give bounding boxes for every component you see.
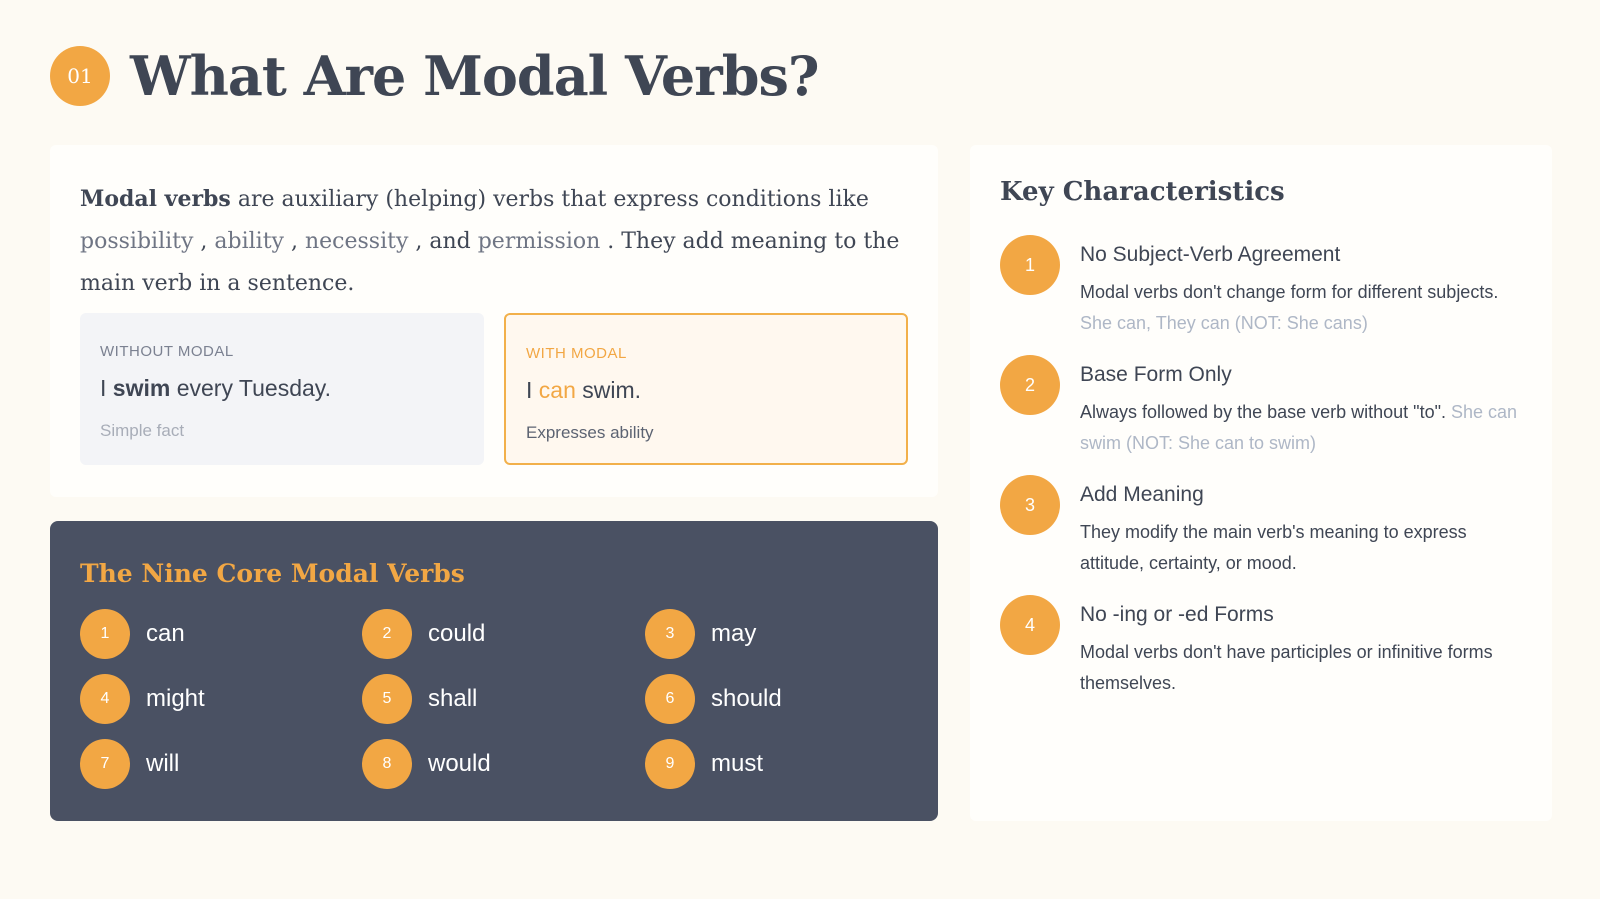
core-modal-verbs-card (50, 521, 938, 821)
verb-item (80, 739, 179, 789)
intro-sep: , and (408, 229, 478, 254)
intro-card (50, 145, 938, 497)
characteristic-heading: No Subject-Verb Agreement (1080, 243, 1341, 266)
condition-ability: ability (214, 229, 284, 254)
verb-item (80, 674, 205, 724)
example-sentence (526, 377, 641, 404)
key-characteristics-card (970, 145, 1552, 821)
intro-sep: , (193, 229, 215, 254)
characteristic-number: 2 (1000, 355, 1060, 415)
page-title: What Are Modal Verbs? (130, 44, 819, 108)
verb-number: 4 (80, 674, 130, 724)
verb-item (362, 739, 491, 789)
verb-item (362, 609, 485, 659)
verb-word: will (146, 750, 180, 777)
condition-possibility: possibility (80, 229, 194, 254)
verb-number: 6 (645, 674, 695, 724)
characteristic-text: They modify the main verb's meaning to express attitude, certainty, or mood. (1080, 522, 1467, 573)
characteristic-text: Modal verbs don't have participles or infinitive forms themselves. (1080, 642, 1493, 693)
verb-number: 8 (362, 739, 412, 789)
characteristic-number: 4 (1000, 595, 1060, 655)
intro-text-1: are auxiliary (helping) verbs that express conditions like (230, 187, 869, 212)
characteristic-number: 1 (1000, 235, 1060, 295)
sentence-part: I (526, 377, 539, 403)
verb-word: must (711, 750, 764, 777)
sentence-part: I (100, 375, 113, 401)
verb-item (645, 609, 756, 659)
sentence-verb: swim (112, 375, 171, 401)
characteristic-text: Always followed by the base verb without "to". (1080, 402, 1451, 422)
verb-word: should (711, 685, 782, 712)
sentence-part: every Tuesday. (170, 375, 331, 401)
verb-item (80, 609, 185, 659)
verb-number: 9 (645, 739, 695, 789)
verb-number: 7 (80, 739, 130, 789)
verb-word: can (146, 620, 185, 647)
characteristic-heading: Base Form Only (1080, 363, 1232, 386)
condition-permission: permission (477, 229, 601, 254)
example-label: WITHOUT MODAL (100, 343, 234, 360)
example-note: Simple fact (100, 421, 185, 440)
verb-number: 5 (362, 674, 412, 724)
intro-paragraph (80, 178, 920, 305)
characteristic-text: Modal verbs don't change form for different subjects. (1080, 282, 1499, 302)
sentence-modal: can (538, 377, 576, 403)
characteristic-description (1080, 637, 1535, 699)
verb-word: would (428, 750, 491, 777)
characteristic-example: She can, They can (NOT: She cans) (1080, 313, 1368, 333)
verb-word: shall (428, 685, 478, 712)
example-label: WITH MODAL (526, 345, 627, 362)
condition-necessity: necessity (304, 229, 409, 254)
verb-number: 2 (362, 609, 412, 659)
intro-text-2: . They add meaning to the main verb in a sentence. (80, 229, 900, 296)
characteristic-heading: No -ing or -ed Forms (1080, 603, 1274, 626)
section-number-badge: 01 (50, 46, 110, 106)
verb-number: 3 (645, 609, 695, 659)
verb-word: could (428, 620, 486, 647)
example-sentence (100, 375, 331, 402)
key-characteristics-title: Key Characteristics (1000, 177, 1285, 207)
example-without-modal (80, 313, 484, 465)
sentence-part: swim. (575, 377, 642, 403)
verbs-card-title: The Nine Core Modal Verbs (80, 559, 465, 588)
characteristic-description (1080, 277, 1535, 339)
verb-number: 1 (80, 609, 130, 659)
characteristic-description (1080, 517, 1535, 579)
intro-sep: , (283, 229, 305, 254)
characteristic-example: She can swim (NOT: She can to swim) (1080, 402, 1518, 453)
section-header (50, 44, 819, 108)
verb-word: might (146, 685, 205, 712)
characteristic-description (1080, 397, 1535, 459)
example-with-modal (504, 313, 908, 465)
characteristic-heading: Add Meaning (1080, 483, 1204, 506)
example-note: Expresses ability (526, 423, 654, 442)
characteristic-number: 3 (1000, 475, 1060, 535)
verb-word: may (711, 620, 757, 647)
intro-term: Modal verbs (80, 186, 231, 212)
verb-item (362, 674, 477, 724)
verb-item (645, 739, 763, 789)
verb-item (645, 674, 782, 724)
